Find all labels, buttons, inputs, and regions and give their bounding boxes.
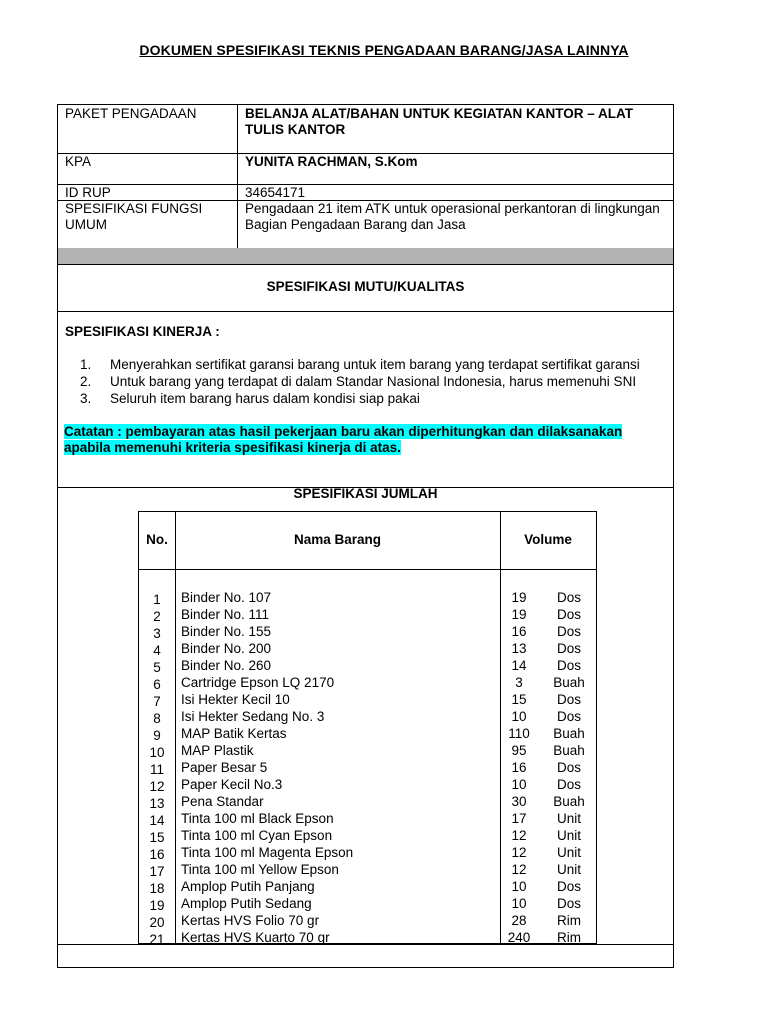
item-name: Kertas HVS Kuarto 70 gr <box>181 930 330 945</box>
table-row <box>139 793 596 810</box>
row-divider <box>58 264 673 265</box>
item-unit: Unit <box>556 845 581 860</box>
paket-value: BELANJA ALAT/BAHAN UNTUK KEGIATAN KANTOR – ALAT TULIS KANTOR <box>245 106 633 137</box>
item-quantity: 10 <box>511 777 527 792</box>
item-quantity: 30 <box>511 794 527 809</box>
fungsi-value: Pengadaan 21 item ATK untuk operasional perkantoran di lingkungan Bagian Pengadaan Barang dan Jasa <box>245 201 660 232</box>
item-name: Binder No. 200 <box>181 641 272 656</box>
payment-note <box>64 424 664 456</box>
table-row <box>139 742 596 759</box>
row-number: 20 <box>149 915 165 930</box>
row-number: 10 <box>149 745 165 760</box>
row-number: 4 <box>153 643 161 658</box>
item-unit: Unit <box>556 828 581 843</box>
table-row <box>139 725 596 742</box>
idrup-value: 34654171 <box>245 185 306 200</box>
item-unit: Dos <box>556 879 581 894</box>
row-number: 1 <box>153 592 161 607</box>
item-unit: Buah <box>553 726 585 741</box>
row-number: 7 <box>153 694 161 709</box>
item-quantity: 110 <box>508 726 530 741</box>
item-quantity: 19 <box>511 607 527 622</box>
item-name: Binder No. 107 <box>181 590 272 605</box>
item-name: Paper Besar 5 <box>181 760 268 775</box>
row-number: 19 <box>149 898 165 913</box>
row-number: 18 <box>149 881 165 896</box>
idrup-label: ID RUP <box>65 185 111 200</box>
item-unit: Dos <box>556 658 581 673</box>
kpa-label: KPA <box>65 154 92 169</box>
item-quantity: 17 <box>511 811 527 826</box>
item-unit: Unit <box>556 811 581 826</box>
item-name: Amplop Putih Sedang <box>181 896 312 911</box>
item-name: Tinta 100 ml Black Epson <box>181 811 334 826</box>
column-header-name: Nama Barang <box>293 532 382 547</box>
table-row <box>139 589 596 606</box>
row-number: 17 <box>149 864 165 879</box>
item-quantity: 3 <box>515 675 523 690</box>
item-unit: Dos <box>556 896 581 911</box>
item-name: Tinta 100 ml Cyan Epson <box>181 828 333 843</box>
row-number: 12 <box>149 779 165 794</box>
row-number: 14 <box>149 813 165 828</box>
row-number: 13 <box>149 796 165 811</box>
paket-label: PAKET PENGADAAN <box>65 106 197 121</box>
item-quantity: 19 <box>511 590 527 605</box>
item-quantity: 10 <box>511 896 527 911</box>
table-row <box>139 623 596 640</box>
item-unit: Dos <box>556 777 581 792</box>
item-name: Binder No. 111 <box>181 607 270 622</box>
column-header-no: No. <box>146 532 168 547</box>
item-quantity: 240 <box>507 930 531 945</box>
item-quantity: 13 <box>511 641 527 656</box>
row-number: 11 <box>149 762 164 777</box>
row-number: 3 <box>153 626 161 641</box>
item-quantity: 12 <box>511 862 527 877</box>
item-rows <box>139 589 596 946</box>
item-unit: Dos <box>556 624 581 639</box>
table-row <box>139 691 596 708</box>
row-number: 16 <box>149 847 165 862</box>
item-quantity: 15 <box>511 692 527 707</box>
row-number: 2 <box>153 609 161 624</box>
row-number: 9 <box>153 728 161 743</box>
item-quantity: 16 <box>511 624 527 639</box>
item-unit: Buah <box>553 675 585 690</box>
item-name: Amplop Putih Panjang <box>181 879 315 894</box>
item-name: MAP Batik Kertas <box>181 726 287 741</box>
table-row <box>139 657 596 674</box>
item-name: Tinta 100 ml Magenta Epson <box>181 845 354 860</box>
item-unit: Unit <box>556 862 581 877</box>
table-row <box>139 861 596 878</box>
item-quantity: 16 <box>511 760 527 775</box>
table-row <box>139 606 596 623</box>
table-row <box>139 674 596 691</box>
item-unit: Buah <box>553 743 585 758</box>
table-row <box>139 640 596 657</box>
row-number: 6 <box>153 677 161 692</box>
item-unit: Dos <box>556 692 581 707</box>
item-unit: Dos <box>556 641 581 656</box>
header-divider <box>139 569 596 570</box>
table-row <box>139 895 596 912</box>
item-name: Tinta 100 ml Yellow Epson <box>181 862 339 877</box>
item-quantity: 12 <box>511 845 527 860</box>
spec-form <box>57 104 674 968</box>
list-item: 3. Seluruh item barang harus dalam kondisi siap pakai <box>80 391 420 406</box>
table-row <box>139 929 596 946</box>
row-number: 5 <box>153 660 161 675</box>
gray-separator-band <box>58 248 673 264</box>
item-quantity: 12 <box>511 828 527 843</box>
item-unit: Buah <box>553 794 585 809</box>
item-quantity: 14 <box>511 658 527 673</box>
item-name: Isi Hekter Kecil 10 <box>181 692 290 707</box>
item-name: Binder No. 155 <box>181 624 272 639</box>
fungsi-label: SPESIFIKASI FUNGSI UMUM <box>65 201 203 232</box>
item-name: Cartridge Epson LQ 2170 <box>181 675 335 690</box>
item-name: Paper Kecil No.3 <box>181 777 283 792</box>
table-row <box>139 708 596 725</box>
item-unit: Rim <box>557 930 581 945</box>
column-header-volume: Volume <box>524 532 572 547</box>
item-unit: Rim <box>557 913 581 928</box>
table-row <box>139 878 596 895</box>
item-quantity: 10 <box>511 879 527 894</box>
table-row <box>139 827 596 844</box>
item-name: Binder No. 260 <box>181 658 272 673</box>
item-quantity: 95 <box>511 743 527 758</box>
mutu-heading: SPESIFIKASI MUTU/KUALITAS <box>266 279 465 294</box>
item-name: MAP Plastik <box>181 743 254 758</box>
row-divider <box>58 311 673 312</box>
item-quantity: 28 <box>511 913 527 928</box>
jumlah-heading: SPESIFIKASI JUMLAH <box>293 486 438 501</box>
item-unit: Dos <box>556 590 581 605</box>
row-number: 15 <box>149 830 165 845</box>
table-row <box>139 776 596 793</box>
column-divider <box>237 105 238 248</box>
list-item: 1. Menyerahkan sertifikat garansi barang untuk item barang yang terdapat sertifikat garansi <box>80 357 640 372</box>
kpa-value: YUNITA RACHMAN, S.Kom <box>245 154 418 169</box>
payment-note-text: Catatan : pembayaran atas hasil pekerjaan baru akan diperhitungkan dan dilaksanakan apabila memenuhi kriteria spesifikasi kinerja di atas. <box>64 424 623 455</box>
item-unit: Dos <box>556 607 581 622</box>
item-name: Pena Standar <box>181 794 264 809</box>
list-item: 2. Untuk barang yang terdapat di dalam Standar Nasional Indonesia, harus memenuhi SNI <box>80 374 637 389</box>
kinerja-heading: SPESIFIKASI KINERJA : <box>65 324 220 339</box>
table-row <box>139 810 596 827</box>
items-table <box>138 511 597 947</box>
table-row <box>139 844 596 861</box>
row-number: 21 <box>149 932 165 947</box>
item-unit: Dos <box>556 760 581 775</box>
table-row <box>139 912 596 929</box>
item-quantity: 10 <box>511 709 527 724</box>
item-name: Kertas HVS Folio 70 gr <box>181 913 320 928</box>
item-name: Isi Hekter Sedang No. 3 <box>181 709 325 724</box>
kinerja-list <box>80 356 640 407</box>
table-row <box>139 759 596 776</box>
row-number: 8 <box>153 711 161 726</box>
item-unit: Dos <box>556 709 581 724</box>
document-title: DOKUMEN SPESIFIKASI TEKNIS PENGADAAN BARANG/JASA LAINNYA <box>139 42 629 58</box>
